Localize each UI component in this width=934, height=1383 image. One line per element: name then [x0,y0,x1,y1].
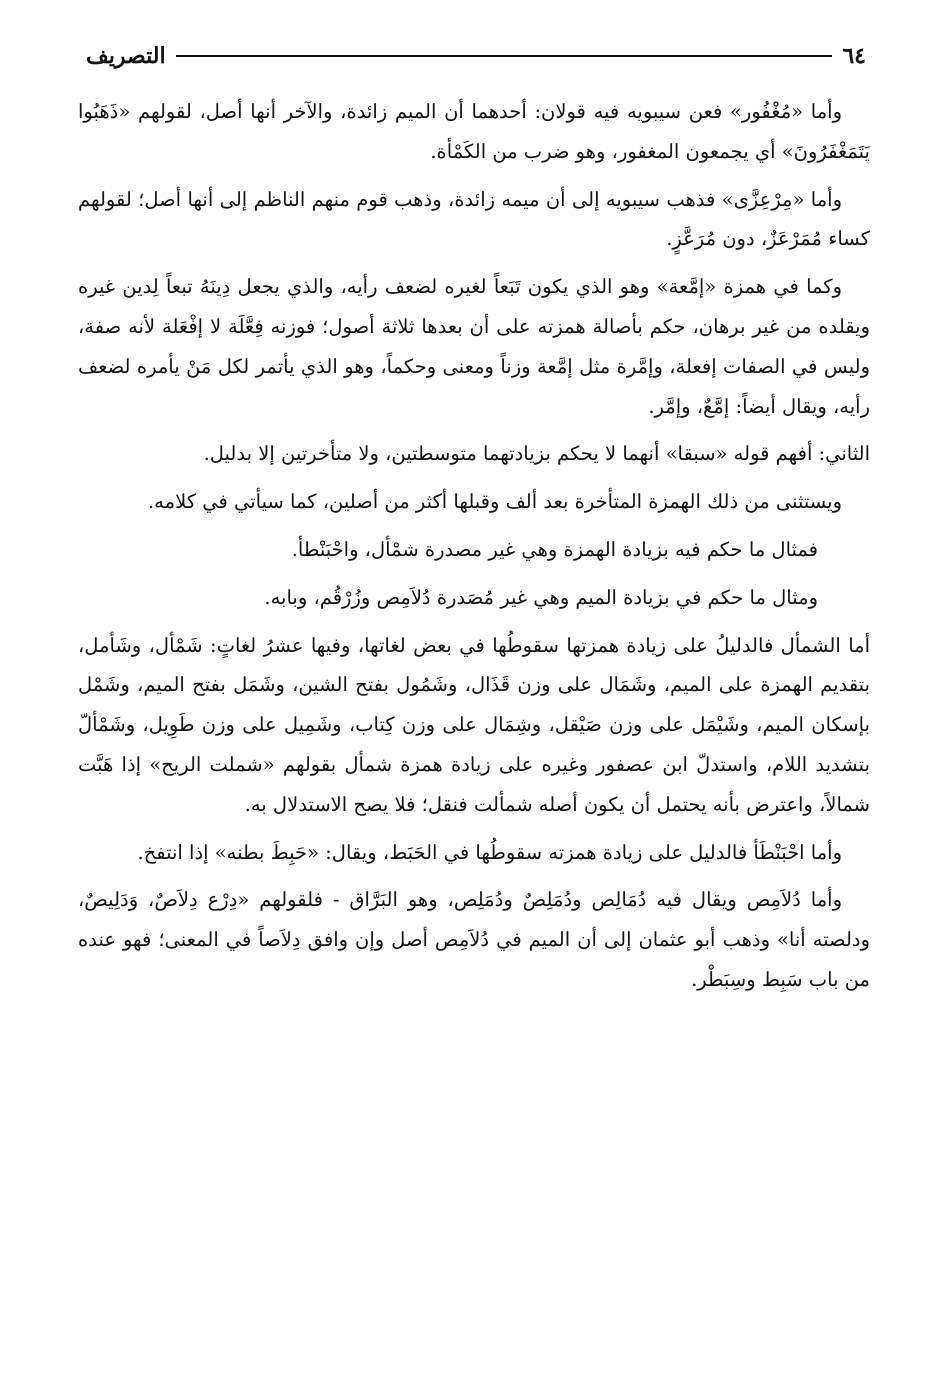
page-number: ٦٤ [842,43,866,69]
paragraph: الثاني: أفهم قوله «سبقا» أنهما لا يحكم بزيادتهما متوسطتين، ولا متأخرتين إلا بدليل. [203,442,870,466]
paragraph: أما الشمأل فالدليلُ على زيادة همزتها سقوطُها في بعض لغاتها، وفيها عشرُ لغاتٍ: شَمْأل، وشَأمل، بتقديم الهمزة على الميم، وشَمَال على وزن قَذَال، وشَمُول بفتح الشين، وشَمَل بفتح الميم، وشَمْل بإسكان الميم، وشَيْمَل على وزن صَيْقل، وشِمَال على وزن كِتاب، وشَمِيل على وزن طَوِيل، وشَمْألّ بتشديد اللام، واستدلّ ابن عصفور وغيره على زيادة همزة شمأل بقولهم «شملت الريح» إذا هَبَّت شمالاً، واعترض بأنه يحتمل أن يكون أصله شمألت فنقل؛ فلا يصح الاستدلال به. [78,633,870,816]
paragraph: وأما دُلاَمِص ويقال فيه دُمَالِص ودُمَلِصٌ ودُمَلِص، وهو البَرَّاق - فلقولهم «دِرْع دِلاَصٌ، وَدَلِيصٌ، ودلصته أنا» وذهب أبو عثمان إلى أن الميم في دُلاَمِص أصل وإن وافق دِلاَصاً في المعنى؛ فهو عنده من باب سَبِط وسِبَطْر. [78,888,870,991]
paragraph: وكما في همزة «إمَّعة» وهو الذي يكون تَبَعاً لغيره لضعف رأيه، والذي يجعل دِينَهُ تبعاً لِدين غيره ويقلده من غير برهان، حكم بأصالة همزته على أن بعدها ثلاثة أصول؛ فوزنه فِعَّلَة لا إفْعَلة لأنه صفة، وليس في الصفات إفعلة، وإمَّرة مثل إمَّعة وزناً ومعنى وحكماً، وهو الذي يأتمر لكل مَنْ يأمره لضعف رأيه، ويقال أيضاً: إمَّعٌ، وإمَّر. [78,275,870,418]
paragraph: ومثال ما حكم في بزيادة الميم وهي غير مُصَدرة دُلاَمِص وزُرْقُم، وبابه. [264,585,818,609]
page-header [86,36,866,76]
paragraph: ويستثنى من ذلك الهمزة المتأخرة بعد ألف وقبلها أكثر من أصلين، كما سيأتي في كلامه. [147,490,842,514]
paragraph: وأما احْبَنْطَأ فالدليل على زيادة همزته سقوطُها في الحَبَط، ويقال: «حَبِطَ بطنه» إذا انتفخ. [137,840,842,864]
paragraph: وأما «مُغْفُور» فعن سيبويه فيه قولان: أحدهما أن الميم زائدة، والآخر أنها أصل، لقولهم «ذَهَبُوا يَتَمَغْفَرُونَ» أي يجمعون المغفور، وهو ضرب من الكَمْأة. [78,100,870,163]
header-rule [176,55,833,57]
running-title: التصريف [86,43,166,69]
body-text [78,92,870,1008]
paragraph: وأما «مِرْعِزَّى» فذهب سيبويه إلى أن ميمه زائدة، وذهب قوم منهم الناظم إلى أنها أصل؛ لقولهم كساء مُمَرْعَزٌ، دون مُرَعَّزٍ. [78,187,870,251]
paragraph: فمثال ما حكم فيه بزيادة الهمزة وهي غير مصدرة شمْأل، واحْبَنْطأ. [291,537,818,561]
